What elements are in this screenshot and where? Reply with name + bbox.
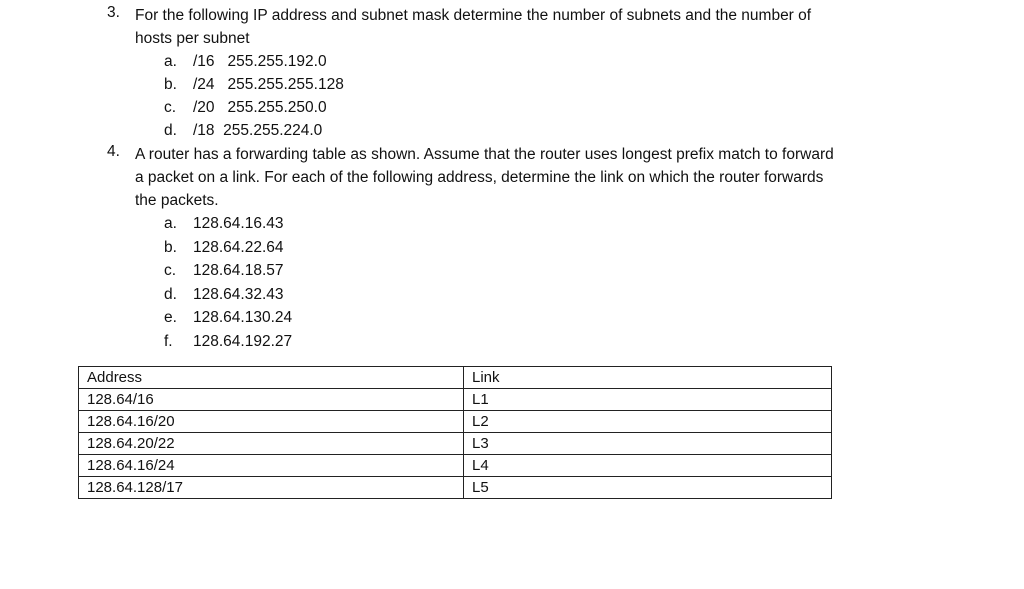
list-item-value: 128.64.16.43 xyxy=(193,215,284,232)
list-item-label: c. xyxy=(164,262,177,279)
list-item-value: 128.64.130.24 xyxy=(193,309,293,326)
cell-address: 128.64.16/24 xyxy=(79,455,464,477)
cell-link: L3 xyxy=(464,433,832,455)
question-number: 3. xyxy=(107,4,120,21)
table-row xyxy=(79,433,832,455)
list-item-value: /18 255.255.224.0 xyxy=(193,122,323,139)
question-text: For the following IP address and subnet mask determine the number of subnets and the number of hosts per subnet xyxy=(135,7,812,47)
list-item-value: /24 255.255.255.128 xyxy=(193,76,344,93)
list-item-label: b. xyxy=(164,239,177,256)
cell-address: 128.64.16/20 xyxy=(79,411,464,433)
list-item-value: 128.64.22.64 xyxy=(193,239,284,256)
table-row xyxy=(79,477,832,499)
header-link: Link xyxy=(464,367,832,389)
cell-link: L2 xyxy=(464,411,832,433)
table-row xyxy=(79,389,832,411)
list-item-value: /16 255.255.192.0 xyxy=(193,53,327,70)
list-item-label: a. xyxy=(164,53,177,70)
forwarding-table xyxy=(78,366,832,499)
list-item-label: a. xyxy=(164,215,177,232)
question-text: A router has a forwarding table as shown. Assume that the router uses longest prefix match to forward a packet on a link. For each of the following address, determine the link on which the router forwards the packets. xyxy=(135,146,834,209)
cell-link: L1 xyxy=(464,389,832,411)
cell-address: 128.64/16 xyxy=(79,389,464,411)
list-item-value: 128.64.192.27 xyxy=(193,333,293,350)
list-item-label: c. xyxy=(164,99,177,116)
list-item-label: b. xyxy=(164,76,177,93)
cell-address: 128.64.20/22 xyxy=(79,433,464,455)
list-item-label: f. xyxy=(164,333,173,350)
cell-link: L4 xyxy=(464,455,832,477)
list-item-label: e. xyxy=(164,309,177,326)
list-item-value: /20 255.255.250.0 xyxy=(193,99,327,116)
question-number: 4. xyxy=(107,143,120,160)
table-header-row xyxy=(79,367,832,389)
table-row xyxy=(79,455,832,477)
list-item-value: 128.64.18.57 xyxy=(193,262,284,279)
cell-address: 128.64.128/17 xyxy=(79,477,464,499)
list-item-label: d. xyxy=(164,286,177,303)
list-item-value: 128.64.32.43 xyxy=(193,286,284,303)
cell-link: L5 xyxy=(464,477,832,499)
list-item-label: d. xyxy=(164,122,177,139)
header-address: Address xyxy=(79,367,464,389)
table-row xyxy=(79,411,832,433)
